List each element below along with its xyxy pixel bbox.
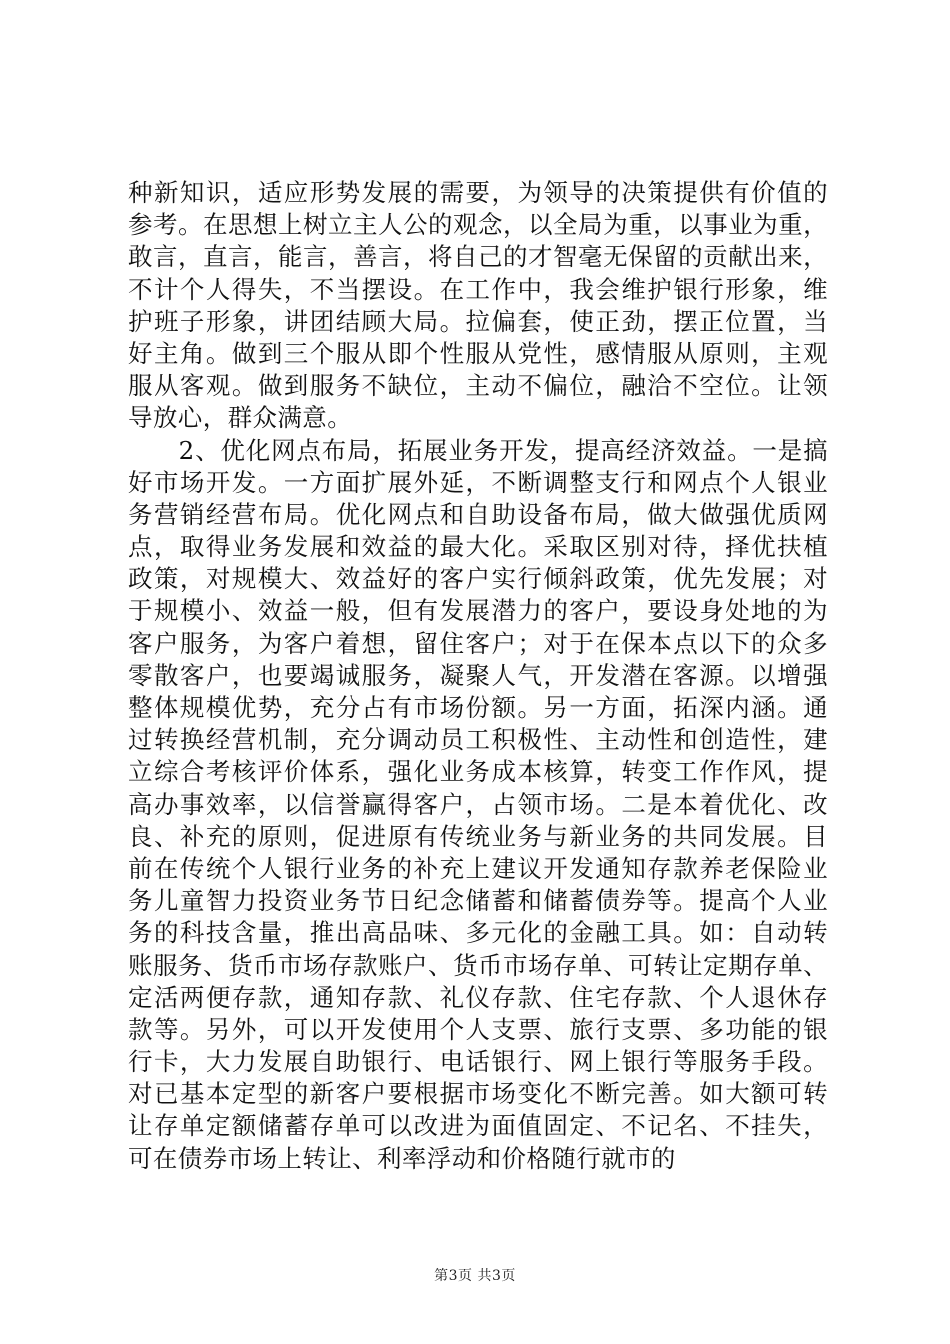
text-line: 款等。另外，可以开发使用个人支票、旅行支票、多功能的银 [128,1014,828,1044]
text-line: 让存单定额储蓄存单可以改进为面值固定、不记名、不挂失， [128,1111,828,1141]
text-line: 导放心，群众满意。 [128,403,353,433]
text-line: 于规模小、效益一般，但有发展潜力的客户，要设身处地的为 [128,596,828,626]
text-line: 好主角。做到三个服从即个性服从党性，感情服从原则，主观 [128,338,828,368]
text-line: 务儿童智力投资业务节日纪念储蓄和储蓄债券等。提高个人业 [128,886,828,916]
text-line: 点，取得业务发展和效益的最大化。采取区别对待，择优扶植 [128,532,828,562]
text-line: 敢言，直言，能言，善言，将自己的才智毫无保留的贡献出来， [128,242,828,272]
text-line: 行卡，大力发展自助银行、电话银行、网上银行等服务手段。 [128,1047,828,1077]
text-line: 务营销经营布局。优化网点和自助设备布局，做大做强优质网 [128,499,828,529]
body-text [128,177,828,1175]
text-line: 客户服务，为客户着想，留住客户；对于在保本点以下的众多 [128,628,828,658]
text-line: 政策，对规模大、效益好的客户实行倾斜政策，优先发展；对 [128,564,828,594]
text-line: 种新知识，适应形势发展的需要，为领导的决策提供有价值的 [128,178,828,207]
page-footer: 第3页 共3页 [434,1268,516,1284]
text-line: 好市场开发。一方面扩展外延，不断调整支行和网点个人银业 [128,467,828,497]
text-line: 护班子形象，讲团结顾大局。拉偏套，使正劲，摆正位置，当 [128,306,828,336]
text-line: 过转换经营机制，充分调动员工积极性、主动性和创造性，建 [128,725,828,755]
text-line: 参考。在思想上树立主人公的观念，以全局为重，以事业为重， [128,210,828,240]
text-line: 可在债券市场上转让、利率浮动和价格随行就市的 [128,1143,676,1173]
text-line: 2、优化网点布局，拓展业务开发，提高经济效益。一是搞 [128,435,828,465]
text-line: 零散客户，也要竭诚服务，凝聚人气，开发潜在客源。以增强 [128,660,828,690]
text-line: 前在传统个人银行业务的补充上建议开发通知存款养老保险业 [128,853,828,883]
text-line: 整体规模优势，充分占有市场份额。另一方面，拓深内涵。通 [128,693,828,722]
text-line: 务的科技含量，推出高品味、多元化的金融工具。如：自动转 [128,918,828,948]
text-line: 服从客观。做到服务不缺位，主动不偏位，融洽不空位。让领 [128,371,828,401]
text-line: 高办事效率，以信誉赢得客户，占领市场。二是本着优化、改 [128,789,828,819]
text-line: 不计个人得失，不当摆设。在工作中，我会维护银行形象，维 [128,274,828,304]
text-line: 立综合考核评价体系，强化业务成本核算，转变工作作风，提 [128,757,828,787]
text-line: 对已基本定型的新客户要根据市场变化不断完善。如大额可转 [128,1079,828,1109]
text-line: 良、补充的原则，促进原有传统业务与新业务的共同发展。目 [128,821,828,851]
text-line: 账服务、货币市场存款账户、货币市场存单、可转让定期存单、 [128,950,828,980]
text-line: 定活两便存款，通知存款、礼仪存款、住宅存款、个人退休存 [128,982,828,1012]
